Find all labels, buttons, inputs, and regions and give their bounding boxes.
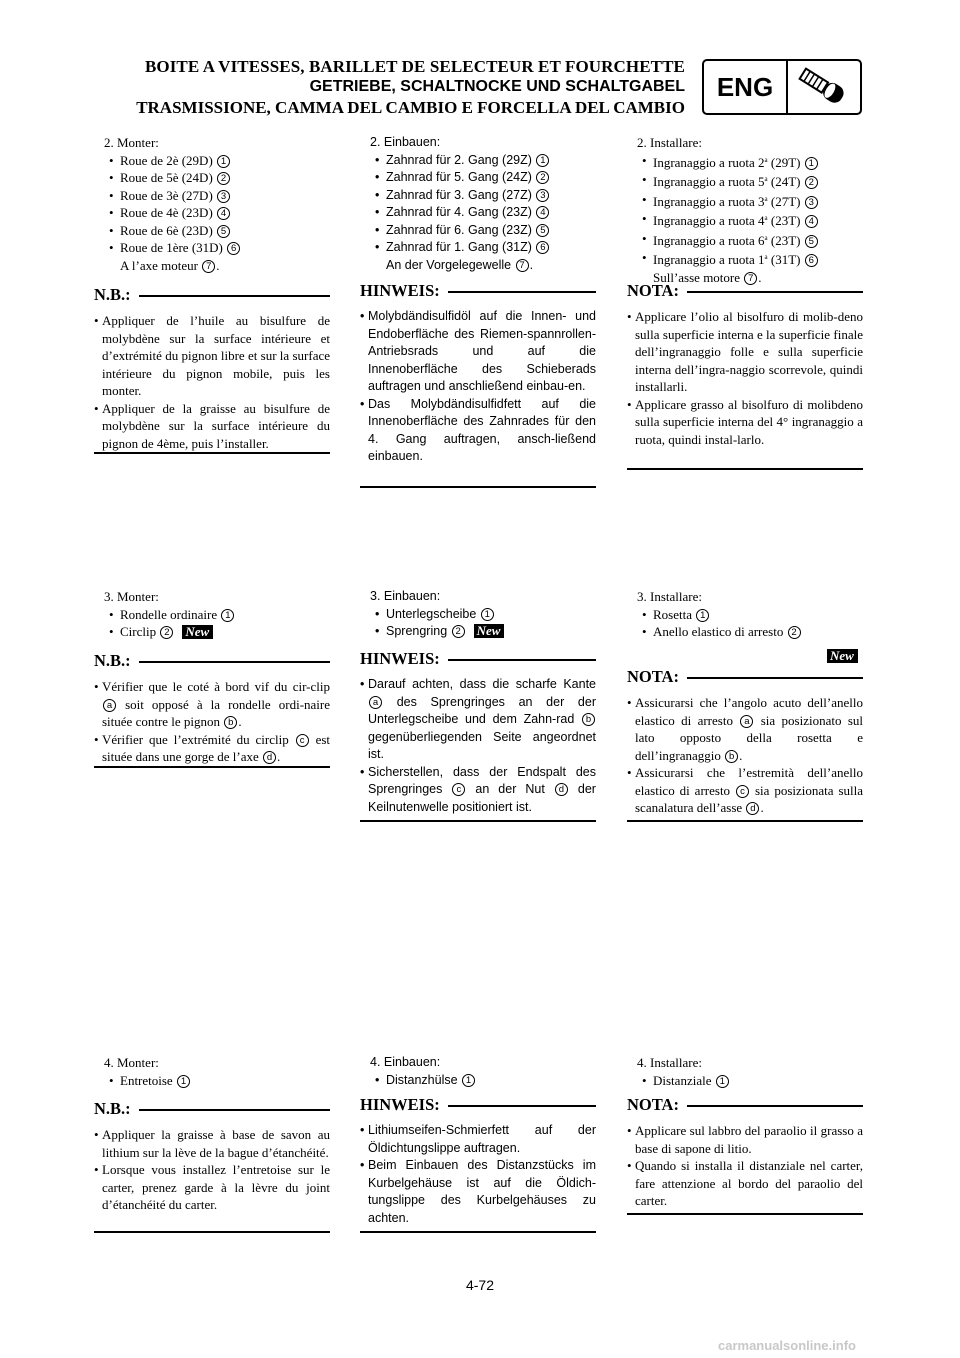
list-item: • Roue de 4è (23D) 4 bbox=[120, 204, 241, 222]
step-title: 3. Einbauen: bbox=[370, 589, 441, 603]
de-note-2 bbox=[360, 280, 596, 466]
step-title: 4. Einbauen: bbox=[370, 1055, 441, 1069]
note-bullet: • Sicherstellen, dass der Endspalt des Sprengringes c an der Nut d der Keilnutenwelle positioniert ist. bbox=[360, 764, 596, 817]
note-label: HINWEIS: bbox=[360, 281, 440, 301]
list-item: • Zahnrad für 3. Gang (27Z) 3 bbox=[386, 187, 550, 205]
section-end-rule bbox=[360, 486, 596, 488]
fr-note-4 bbox=[94, 1098, 330, 1214]
de-step-2 bbox=[360, 134, 550, 274]
de-step-4 bbox=[360, 1054, 476, 1089]
list-item: • Unterlegscheibe 1 bbox=[386, 606, 504, 624]
note-label: N.B.: bbox=[94, 1099, 131, 1119]
section-end-rule bbox=[627, 820, 863, 822]
step-title: 2. Einbauen: bbox=[370, 135, 441, 149]
list-item: • Roue de 1ère (31D) 6 bbox=[120, 239, 241, 257]
list-item: • Rosetta 1 bbox=[653, 606, 802, 624]
note-bullet: • Vérifier que l’extrémité du circlip c est située dans une gorge de l’axe d . bbox=[94, 731, 330, 766]
list-item: • Roue de 2è (29D) 1 bbox=[120, 152, 241, 170]
note-label: HINWEIS: bbox=[360, 649, 440, 669]
section-badge bbox=[702, 59, 862, 115]
note-bullet: • Appliquer de la graisse au bisulfure de molybdène sur la surface intérieure du pignon de 4ème, puis l’installer. bbox=[94, 400, 330, 453]
note-label: NOTA: bbox=[627, 281, 679, 301]
note-bullet: • Applicare sul labbro del paraolio il grasso a base di sapone di litio. bbox=[627, 1122, 863, 1157]
list-item: • Roue de 6è (23D) 5 bbox=[120, 222, 241, 240]
list-item: • Ingranaggio a ruota 2$^a$ (29T) 1 bbox=[653, 152, 819, 172]
list-item: • Zahnrad für 1. Gang (31Z) 6 bbox=[386, 239, 550, 257]
watermark: carmanualsonline.info bbox=[718, 1338, 856, 1353]
section-end-rule bbox=[627, 468, 863, 470]
note-bullet: • Lithiumseifen-Schmierfett auf der Öldichtungslippe auftragen. bbox=[360, 1122, 596, 1157]
section-end-rule bbox=[360, 820, 596, 822]
note-label: NOTA: bbox=[627, 667, 679, 687]
header-title-it: TRASMISSIONE, CAMMA DEL CAMBIO E FORCELLA DEL CAMBIO bbox=[136, 98, 685, 117]
it-new-badge-wrap bbox=[827, 647, 858, 665]
it-step-2 bbox=[627, 134, 819, 286]
de-note-4 bbox=[360, 1094, 596, 1227]
list-item: • Roue de 3è (27D) 3 bbox=[120, 187, 241, 205]
note-label: NOTA: bbox=[627, 1095, 679, 1115]
step-title: 2. Monter: bbox=[104, 135, 159, 150]
note-bullet: • Molybdändisulfidöl auf die Innen- und Endoberfläche des Riemen-spannrollen-Antriebsrads und auf die Innenoberfläche des Schieberads auftragen und anschließend einbau-en. bbox=[360, 308, 596, 396]
new-part-badge: New bbox=[474, 624, 505, 638]
list-item: • Zahnrad für 4. Gang (23Z) 4 bbox=[386, 204, 550, 222]
it-note-2 bbox=[627, 280, 863, 448]
page-number: 4-72 bbox=[465, 1277, 495, 1293]
list-item: Sull’asse motore 7 . bbox=[653, 269, 762, 285]
note-bullet: • Vérifier que le coté à bord vif du cir-clip a soit opposé à la rondelle ordi-naire située contre le pignon b . bbox=[94, 678, 330, 731]
list-item: An der Vorgelegewelle 7 . bbox=[386, 257, 534, 272]
note-bullet: • Quando si installa il distanziale nel carter, fare attenzione al bordo del paraolio del carter. bbox=[627, 1157, 863, 1210]
it-note-3 bbox=[627, 666, 863, 817]
step-title: 2. Installare: bbox=[637, 135, 702, 150]
note-label: N.B.: bbox=[94, 285, 131, 305]
list-item: • Distanzhülse 1 bbox=[386, 1072, 476, 1090]
note-label: HINWEIS: bbox=[360, 1095, 440, 1115]
section-badge-label: ENG bbox=[704, 61, 788, 113]
it-step-3 bbox=[627, 588, 802, 641]
fr-note-2 bbox=[94, 284, 330, 452]
fr-note-3 bbox=[94, 650, 330, 766]
list-item: • Sprengring 2 New bbox=[386, 623, 504, 641]
note-label: N.B.: bbox=[94, 651, 131, 671]
list-item: • Ingranaggio a ruota 4$^a$ (23T) 4 bbox=[653, 210, 819, 230]
section-end-rule bbox=[94, 452, 330, 454]
list-item: • Ingranaggio a ruota 6$^a$ (23T) 5 bbox=[653, 230, 819, 250]
step-title: 4. Installare: bbox=[637, 1055, 702, 1070]
list-item: • Circlip 2 New bbox=[120, 623, 235, 641]
fr-step-4 bbox=[94, 1054, 191, 1089]
note-bullet: • Lorsque vous installez l’entretoise sur le carter, prenez garde à la lèvre du joint d’étanchéité du carter. bbox=[94, 1161, 330, 1214]
step-title: 3. Monter: bbox=[104, 589, 159, 604]
fr-step-2 bbox=[94, 134, 241, 274]
note-bullet: • Appliquer de l’huile au bisulfure de molybdène sur la surface intérieure et d’extrémité du pignon libre et sur la surface intérieure du pignon mobile, puis les monter. bbox=[94, 312, 330, 400]
step-title: 3. Installare: bbox=[637, 589, 702, 604]
header-title-fr: BOITE A VITESSES, BARILLET DE SELECTEUR ET FOURCHETTE bbox=[144, 57, 685, 76]
fr-step-3 bbox=[94, 588, 235, 641]
note-bullet: • Applicare l’olio al bisolfuro di molib-deno sulla superficie interna e la superficie finale dell’ingranaggio folle e sulla superficie interna dell’ingra-naggio scorrevole, quindi installarli. bbox=[627, 308, 863, 396]
section-end-rule bbox=[94, 1231, 330, 1233]
header-title-de: GETRIEBE, SCHALTNOCKE UND SCHALTGABEL bbox=[309, 78, 685, 95]
engine-icon bbox=[788, 61, 860, 113]
section-end-rule bbox=[360, 1231, 596, 1233]
list-item: • Zahnrad für 5. Gang (24Z) 2 bbox=[386, 169, 550, 187]
list-item: • Ingranaggio a ruota 3$^a$ (27T) 3 bbox=[653, 191, 819, 211]
list-item: • Zahnrad für 2. Gang (29Z) 1 bbox=[386, 152, 550, 170]
de-step-3 bbox=[360, 588, 504, 641]
list-item: • Entretoise 1 bbox=[120, 1072, 191, 1090]
step-title: 4. Monter: bbox=[104, 1055, 159, 1070]
note-bullet: • Appliquer la graisse à base de savon au lithium sur la lève de la bague d’étanchéité. bbox=[94, 1126, 330, 1161]
list-item: • Ingranaggio a ruota 5$^a$ (24T) 2 bbox=[653, 171, 819, 191]
list-item: • Roue de 5è (24D) 2 bbox=[120, 169, 241, 187]
section-end-rule bbox=[627, 1213, 863, 1215]
note-bullet: • Applicare grasso al bisolfuro di molibdeno sulla superficie interna del 4° ingranaggio a ruota, quindi instal-larlo. bbox=[627, 396, 863, 449]
note-bullet: • Assicurarsi che l’estremità dell’anello elastico di arresto c sia posizionata sulla scanalatura dell’asse d . bbox=[627, 764, 863, 817]
list-item: • Ingranaggio a ruota 1$^a$ (31T) 6 bbox=[653, 249, 819, 269]
it-step-4 bbox=[627, 1054, 730, 1089]
list-item: • Distanziale 1 bbox=[653, 1072, 730, 1090]
note-bullet: • Assicurarsi che l’angolo acuto dell’anello elastico di arresto a sia posizionato sul lato opposto della rosetta e dell’ingranaggio b . bbox=[627, 694, 863, 764]
page-header bbox=[60, 56, 685, 118]
note-bullet: • Das Molybdändisulfidfett auf die Innenoberfläche des Zahnrades für den 4. Gang auftragen, ansch-ließend einbauen. bbox=[360, 396, 596, 466]
section-end-rule bbox=[94, 766, 330, 768]
note-bullet: • Beim Einbauen des Distanzstücks im Kurbelgehäuse ist auf die Öldich-tungslippe des Kurbelgehäuses zu achten. bbox=[360, 1157, 596, 1227]
note-bullet: • Darauf achten, dass die scharfe Kante a des Sprengringes an der der Unterlegscheibe und dem Zahn-rad b gegenüberliegenden Seite angeordnet ist. bbox=[360, 676, 596, 764]
new-part-badge: New bbox=[827, 649, 858, 663]
de-note-3 bbox=[360, 648, 596, 816]
it-note-4 bbox=[627, 1094, 863, 1210]
list-item: • Rondelle ordinaire 1 bbox=[120, 606, 235, 624]
list-item: • Anello elastico di arresto 2 bbox=[653, 623, 802, 641]
list-item: A l’axe moteur 7 . bbox=[120, 257, 220, 273]
list-item: • Zahnrad für 6. Gang (23Z) 5 bbox=[386, 222, 550, 240]
new-part-badge: New bbox=[182, 625, 213, 639]
